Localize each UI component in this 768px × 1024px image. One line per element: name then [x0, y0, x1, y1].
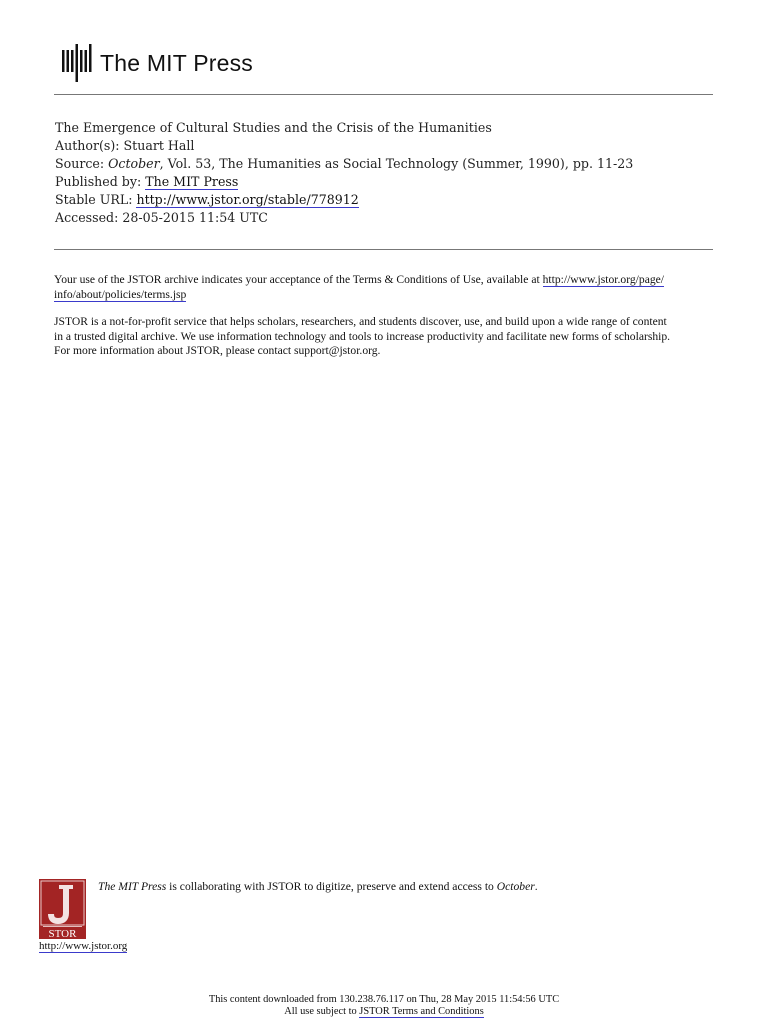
jstor-home-link[interactable]: http://www.jstor.org	[39, 940, 128, 952]
collab-journal: October	[496, 880, 535, 893]
mit-press-barcode-icon	[62, 44, 92, 82]
accessed-line: Accessed: 28-05-2015 11:54 UTC	[55, 210, 268, 225]
collab-press-name: The MIT Press	[98, 880, 167, 893]
middle-divider	[54, 249, 713, 250]
mit-press-logo	[62, 43, 253, 83]
terms-link-part1[interactable]: http://www.jstor.org/page/	[542, 273, 664, 286]
terms-link-part2[interactable]: info/about/policies/terms.jsp	[54, 287, 187, 301]
terms-notice: Your use of the JSTOR archive indicates your acceptance of the Terms & Conditions of Use, available at http://www.jstor.org/page/ info/about/policies/terms.jsp	[54, 273, 664, 301]
article-title: The Emergence of Cultural Studies and the Crisis of the Humanities	[55, 120, 492, 135]
collaboration-statement: The MIT Press is collaborating with JSTOR to digitize, preserve and extend access to October.	[98, 880, 538, 893]
jstor-info-notice: JSTOR is a not-for-profit service that helps scholars, researchers, and students discover, use, and build upon a wide range of content in a trusted digital archive. We use information technology and tools to increase productivity and facilitate new forms of scholarship. For more information about JSTOR, please contact support@jstor.org.	[54, 315, 671, 358]
terms-and-conditions-link[interactable]: JSTOR Terms and Conditions	[359, 1006, 484, 1017]
download-info: This content downloaded from 130.238.76.117 on Thu, 28 May 2015 11:54:56 UTC	[208, 994, 560, 1005]
top-divider	[54, 94, 713, 95]
journal-name: October	[108, 156, 160, 171]
jstor-logo	[39, 879, 86, 939]
jstor-badge-text: STOR	[48, 928, 77, 939]
stable-url-link[interactable]: http://www.jstor.org/stable/778912	[136, 192, 359, 207]
stable-url-line: Stable URL: http://www.jstor.org/stable/778912	[55, 192, 359, 207]
source-line: Source: October, Vol. 53, The Humanities as Social Technology (Summer, 1990), pp. 11-23	[55, 156, 634, 171]
citation-block	[55, 119, 633, 227]
author-name: Stuart Hall	[123, 138, 195, 153]
published-line: Published by: The MIT Press	[55, 174, 239, 189]
logo-text: The MIT Press	[100, 49, 253, 76]
author-line: Author(s): Stuart Hall	[55, 138, 195, 153]
terms-footer-line: All use subject to JSTOR Terms and Conditions	[284, 1006, 484, 1017]
jstor-j-icon	[39, 879, 86, 939]
download-footer	[0, 994, 768, 1018]
publisher-link[interactable]: The MIT Press	[145, 174, 239, 189]
